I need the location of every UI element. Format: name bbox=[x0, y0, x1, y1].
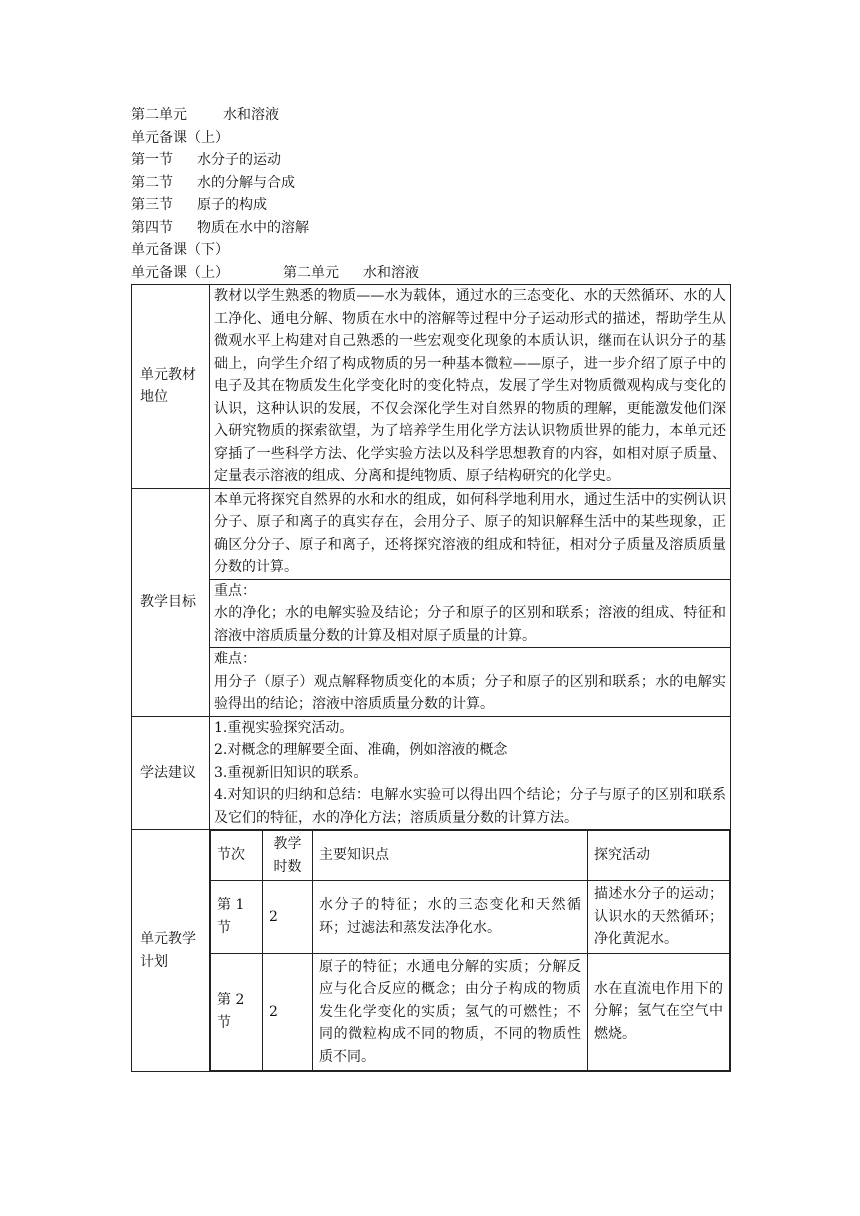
section-4-title: 物质在水中的溶解 bbox=[197, 219, 309, 236]
plan-row bbox=[132, 830, 731, 1072]
unit-plan-table bbox=[131, 284, 731, 1072]
section-1-num: 第一节 bbox=[131, 152, 173, 168]
section-1-title: 水分子的运动 bbox=[197, 152, 281, 168]
section-3-title: 原子的构成 bbox=[197, 197, 267, 213]
plan-row-2 bbox=[211, 953, 730, 1071]
section-3-num: 第三节 bbox=[131, 197, 173, 213]
plan-header-row bbox=[211, 831, 730, 881]
study-item-2: 2.对概念的理解要全面、准确，例如溶液的概念 bbox=[214, 742, 508, 758]
section-2-title: 水的分解与合成 bbox=[197, 174, 295, 191]
plan-row-1 bbox=[211, 881, 730, 954]
plan-row-1-section: 第 1 节 bbox=[211, 881, 263, 954]
unit-title: 水和溶液 bbox=[223, 107, 279, 123]
header-left: 单元备课（上） bbox=[131, 264, 229, 281]
plan-header-section: 节次 bbox=[211, 831, 263, 881]
prep-bottom: 单元备课（下） bbox=[131, 242, 229, 258]
plan-row-2-activity: 水在直流电作用下的分解；氢气在空气中燃烧。 bbox=[588, 953, 730, 1071]
unit-heading bbox=[131, 104, 731, 127]
goals-label: 教学目标 bbox=[132, 488, 210, 716]
hard-title: 难点： bbox=[214, 651, 256, 667]
section-2 bbox=[131, 172, 731, 195]
goals-row-key bbox=[132, 579, 731, 648]
goals-key-cell bbox=[210, 579, 731, 648]
plan-header-hours: 教学时数 bbox=[263, 831, 313, 881]
plan-row-1-hours: 2 bbox=[263, 881, 313, 954]
plan-row-2-hours: 2 bbox=[263, 953, 313, 1071]
study-row bbox=[132, 716, 731, 830]
table-header-line bbox=[131, 262, 731, 285]
header-unit: 第二单元 bbox=[283, 264, 339, 281]
plan-label: 单元教学计划 bbox=[132, 830, 210, 1072]
key-text: 水的净化；水的电解实验及结论；分子和原子的区别和联系；溶液的组成、特征和溶液中溶质质量分数的计算及相对原子质量的计算。 bbox=[214, 605, 726, 644]
study-item-4: 4.对知识的归纳和总结：电解水实验可以得出四个结论；分子与原子的区别和联系及它们的特征，水的净化方法；溶质质量分数的计算方法。 bbox=[214, 787, 726, 826]
plan-row-1-points: 水分子的特征；水的三态变化和天然循环；过滤法和蒸发法净化水。 bbox=[313, 881, 588, 954]
study-cell bbox=[210, 716, 731, 830]
plan-header-points: 主要知识点 bbox=[313, 831, 588, 881]
section-1 bbox=[131, 149, 731, 172]
plan-row-1-activity: 描述水分子的运动；认识水的天然循环；净化黄泥水。 bbox=[588, 881, 730, 954]
section-4-num: 第四节 bbox=[131, 219, 173, 236]
position-label: 单元教材地位 bbox=[132, 285, 210, 489]
position-text: 教材以学生熟悉的物质——水为载体，通过水的三态变化、水的天然循环、水的人工净化、通电分解、物质在水中的溶解等过程中分子运动形式的描述，帮助学生从微观水平上构建对自己熟悉的一些宏观变化现象的本质认识，继而在认识分子的基础上，向学生介绍了构成物质的另一种基本微粒——原子，进一步介绍了原子中的电子及其在物质发生化学变化时的变化特点，发展了学生对物质微观构成与变化的认识，这种认识的发展，不仅会深化学生对自然界的物质的理解，更能激发他们深入研究物质的探索欲望，为了培养学生用化学方法认识物质世界的能力，本单元还穿插了一些科学方法、化学实验方法以及科学思想教育的内容，如相对原子质量、定量表示溶液的组成、分离和提纯物质、原子结构研究的化学史。 bbox=[210, 285, 731, 489]
goals-row-hard bbox=[132, 648, 731, 717]
section-4 bbox=[131, 217, 731, 240]
unit-label: 第二单元 bbox=[131, 107, 187, 123]
section-3 bbox=[131, 194, 731, 217]
prep-top: 单元备课（上） bbox=[131, 129, 229, 146]
plan-row-2-section: 第 2 节 bbox=[211, 953, 263, 1071]
goals-row-main bbox=[132, 488, 731, 579]
section-2-num: 第二节 bbox=[131, 174, 173, 191]
goals-hard-cell bbox=[210, 648, 731, 717]
study-item-3: 3.重视新旧知识的联系。 bbox=[214, 764, 368, 781]
document-page bbox=[131, 104, 731, 1072]
plan-row-2-points: 原子的特征；水通电分解的实质；分解反应与化合反应的概念；由分子构成的物质发生化学变化的实质；氢气的可燃性；不同的微粒构成不同的物质，不同的物质性质不同。 bbox=[313, 953, 588, 1071]
position-row bbox=[132, 285, 731, 489]
plan-header-activity: 探究活动 bbox=[588, 831, 730, 881]
hard-text: 用分子（原子）观点解释物质变化的本质；分子和原子的区别和联系；水的电解实验得出的结论；溶液中溶质质量分数的计算。 bbox=[214, 673, 726, 712]
goals-text: 本单元将探究自然界的水和水的组成，如何科学地利用水，通过生活中的实例认识分子、原子和离子的真实存在，会用分子、原子的知识解释生活中的某些现象，正确区分分子、原子和离子，还将探究溶液的组成和特征，相对分子质量及溶质质量分数的计算。 bbox=[210, 488, 731, 579]
plan-table bbox=[210, 830, 730, 1071]
key-title: 重点： bbox=[214, 582, 256, 599]
header-title: 水和溶液 bbox=[363, 264, 419, 281]
study-item-1: 1.重视实验探究活动。 bbox=[214, 719, 354, 736]
study-label: 学法建议 bbox=[132, 716, 210, 830]
plan-cell bbox=[210, 830, 731, 1072]
